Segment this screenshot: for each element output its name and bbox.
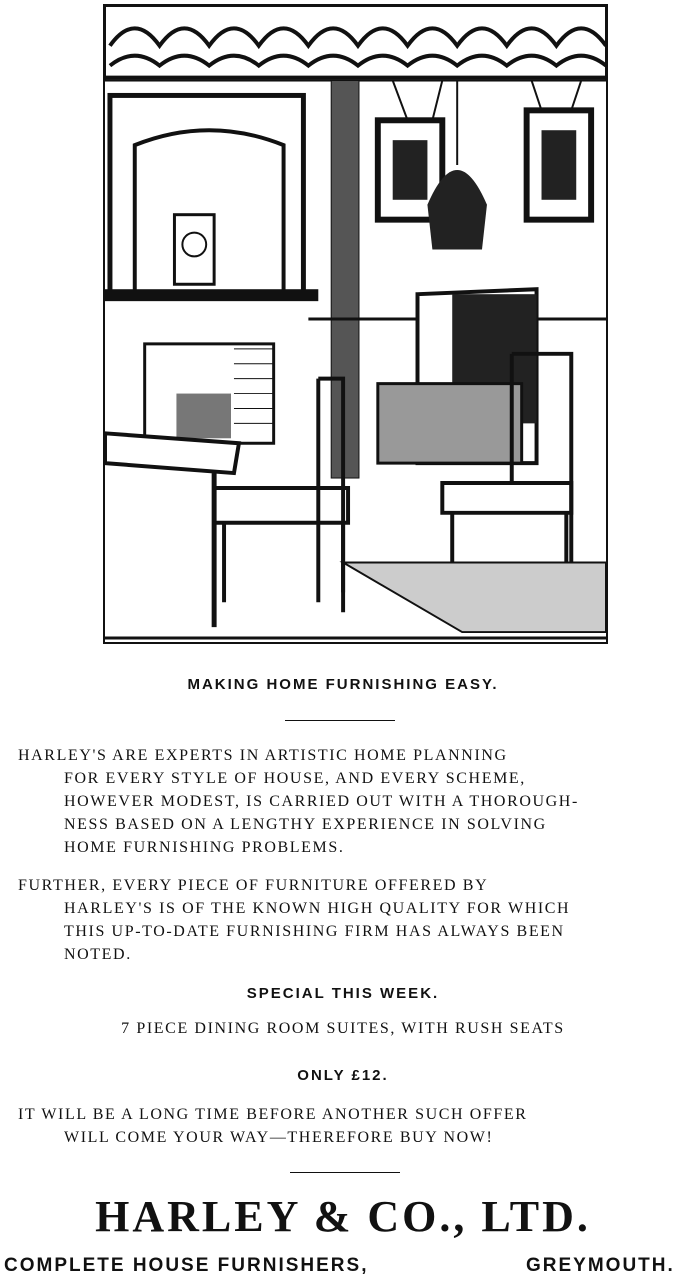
paragraph-line: THIS UP-TO-DATE FURNISHING FIRM HAS ALWAYS BEEN xyxy=(64,923,565,940)
furnished-room-illustration xyxy=(103,4,608,644)
paragraph-line: HOME FURNISHING PROBLEMS. xyxy=(64,839,345,856)
divider-bottom xyxy=(290,1172,400,1173)
fire-grate xyxy=(176,394,231,439)
paragraph-line: NESS BASED ON A LENGTHY EXPERIENCE IN SOLVING xyxy=(64,816,547,833)
paragraph-line: FOR EVERY STYLE OF HOUSE, AND EVERY SCHEME, xyxy=(64,770,526,787)
paragraph-quality xyxy=(18,874,668,966)
paragraph-line: WILL COME YOUR WAY—THEREFORE BUY NOW! xyxy=(64,1129,494,1146)
paragraph-line: HARLEY'S ARE EXPERTS IN ARTISTIC HOME PLANNING xyxy=(18,747,508,764)
paragraph-line: IT WILL BE A LONG TIME BEFORE ANOTHER SUCH OFFER xyxy=(18,1106,528,1123)
special-heading: SPECIAL THIS WEEK. xyxy=(246,985,440,1002)
footer-location: GREYMOUTH. xyxy=(526,1255,675,1276)
paragraph-experts xyxy=(18,744,668,859)
room-drawing xyxy=(105,6,606,642)
company-name: HARLEY & CO., LTD. xyxy=(95,1192,591,1241)
footer-tagline: COMPLETE HOUSE FURNISHERS, xyxy=(4,1255,369,1276)
paragraph-offer xyxy=(18,1103,668,1149)
offer-line: 7 PIECE DINING ROOM SUITES, WITH RUSH SEATS xyxy=(121,1020,565,1037)
paragraph-line: HARLEY'S IS OF THE KNOWN HIGH QUALITY FOR WHICH xyxy=(64,900,571,917)
paragraph-line: NOTED. xyxy=(64,946,132,963)
paragraph-line: HOWEVER MODEST, IS CARRIED OUT WITH A THOROUGH- xyxy=(64,793,579,810)
paragraph-line: FURTHER, EVERY PIECE OF FURNITURE OFFERED BY xyxy=(18,877,489,894)
divider-top xyxy=(285,720,395,721)
marble-pillar xyxy=(331,81,359,479)
headline: MAKING HOME FURNISHING EASY. xyxy=(187,676,499,693)
price-line: ONLY £12. xyxy=(297,1067,389,1084)
mantel-shelf xyxy=(105,289,318,301)
floor-rug xyxy=(343,563,606,633)
